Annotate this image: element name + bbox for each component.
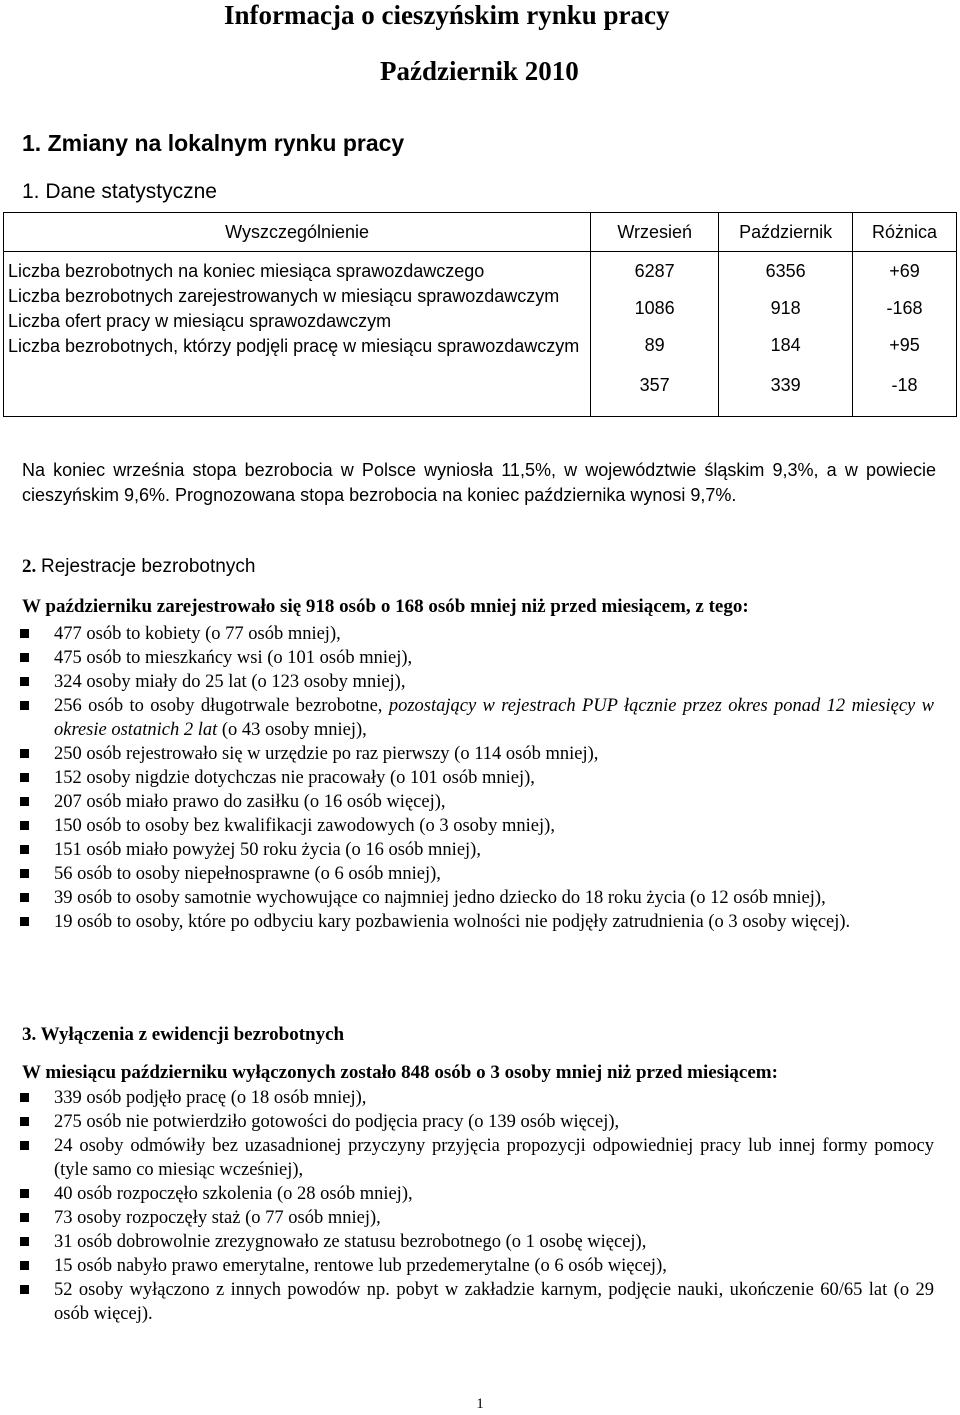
- list-item: 39 osób to osoby samotnie wychowujące co najmniej jedno dziecko do 18 roku życia (o 12 osób mniej),: [0, 886, 960, 910]
- bullet-icon: [20, 1285, 29, 1294]
- registrations-list: [0, 622, 960, 934]
- section-2-title: Rejestracje bezrobotnych: [41, 556, 256, 577]
- bullet-icon: [20, 653, 29, 662]
- september-column: [591, 252, 719, 417]
- bullet-icon: [20, 1237, 29, 1246]
- list-item: 19 osób to osoby, które po odbyciu kary pozbawienia wolności nie podjęły zatrudnienia (o 3 osoby więcej).: [0, 910, 960, 934]
- bullet-icon: [20, 773, 29, 782]
- list-item: 15 osób nabyło prawo emerytalne, rentowe lub przedemerytalne (o 6 osób więcej),: [0, 1254, 960, 1278]
- row-labels-cell: [4, 252, 591, 417]
- list-item: 275 osób nie potwierdziło gotowości do podjęcia pracy (o 139 osób więcej),: [0, 1110, 960, 1134]
- bullet-icon: [20, 701, 29, 710]
- section-2-lead: W październiku zarejestrowało się 918 osób o 168 osób mniej niż przed miesiącem, z tego:: [22, 596, 749, 617]
- table-cell: 184: [770, 335, 801, 355]
- deregistrations-list: [0, 1086, 960, 1326]
- october-column: [719, 252, 853, 417]
- list-item: 256 osób to osoby długotrwale bezrobotne, pozostający w rejestrach PUP łącznie przez okres ponad 12 miesięcy w okresie ostatnich 2 lat (o 43 osoby mniej),: [0, 694, 960, 742]
- section-2-number: 2.: [22, 556, 37, 577]
- table-cell: 918: [770, 298, 801, 318]
- table-cell: +69: [889, 261, 920, 281]
- row-label: Liczba bezrobotnych, którzy podjęli pracę w miesiącu sprawozdawczym: [8, 336, 580, 356]
- section-2-heading: [22, 556, 255, 578]
- bullet-icon: [20, 917, 29, 926]
- bullet-icon: [20, 1189, 29, 1198]
- list-item: 250 osób rejestrowało się w urzędzie po raz pierwszy (o 114 osób mniej),: [0, 742, 960, 766]
- statistics-table: [3, 212, 957, 417]
- list-item: 152 osoby nigdzie dotychczas nie pracowały (o 101 osób mniej),: [0, 766, 960, 790]
- table-cell: 1086: [634, 298, 675, 318]
- italic-note: pozostający w rejestrach PUP łącznie przez okres ponad 12 miesięcy w okresie ostatnich 2 lat: [54, 696, 934, 740]
- column-header: Wyszczególnienie: [4, 213, 591, 252]
- section-3-lead: W miesiącu październiku wyłączonych zostało 848 osób o 3 osoby mniej niż przed miesiącem:: [22, 1062, 778, 1083]
- section-1-heading: 1. Zmiany na lokalnym rynku pracy: [22, 130, 405, 156]
- difference-column: [853, 252, 957, 417]
- bullet-icon: [20, 1261, 29, 1270]
- table-cell: 357: [639, 375, 670, 395]
- bullet-icon: [20, 1213, 29, 1222]
- table-cell: 339: [770, 375, 801, 395]
- column-header: Wrzesień: [591, 213, 719, 252]
- table-row: [4, 252, 957, 417]
- list-item: 475 osób to mieszkańcy wsi (o 101 osób mniej),: [0, 646, 960, 670]
- list-item: 56 osób to osoby niepełnosprawne (o 6 osób mniej),: [0, 862, 960, 886]
- table-header-row: [4, 213, 957, 252]
- list-item: 73 osoby rozpoczęły staż (o 77 osób mniej),: [0, 1206, 960, 1230]
- list-item: 324 osoby miały do 25 lat (o 123 osoby mniej),: [0, 670, 960, 694]
- table-cell: -168: [886, 298, 923, 318]
- list-item: 339 osób podjęło pracę (o 18 osób mniej),: [0, 1086, 960, 1110]
- bullet-icon: [20, 845, 29, 854]
- list-item: 150 osób to osoby bez kwalifikacji zawodowych (o 3 osoby mniej),: [0, 814, 960, 838]
- list-item: 151 osób miało powyżej 50 roku życia (o 16 osób mniej),: [0, 838, 960, 862]
- page-title: Informacja o cieszyńskim rynku pracy: [224, 0, 670, 30]
- table-cell: -18: [891, 375, 918, 395]
- page-subtitle: Październik 2010: [380, 56, 579, 86]
- bullet-icon: [20, 1117, 29, 1126]
- bullet-icon: [20, 797, 29, 806]
- subsection-1-heading: 1. Dane statystyczne: [22, 180, 217, 203]
- table-cell: +95: [889, 335, 920, 355]
- row-label: Liczba bezrobotnych zarejestrowanych w miesiącu sprawozdawczym: [8, 286, 560, 306]
- bullet-icon: [20, 749, 29, 758]
- bullet-icon: [20, 869, 29, 878]
- list-item: 52 osoby wyłączono z innych powodów np. pobyt w zakładzie karnym, podjęcie nauki, ukończenie 60/65 lat (o 29 osób więcej).: [0, 1278, 960, 1326]
- list-item: 40 osób rozpoczęło szkolenia (o 28 osób mniej),: [0, 1182, 960, 1206]
- table-cell: 89: [644, 335, 665, 355]
- bullet-icon: [20, 677, 29, 686]
- row-label: Liczba bezrobotnych na koniec miesiąca sprawozdawczego: [8, 261, 485, 281]
- column-header: Różnica: [853, 213, 957, 252]
- page-number: 1: [476, 1396, 484, 1412]
- list-item: 24 osoby odmówiły bez uzasadnionej przyczyny przyjęcia propozycji odpowiedniej pracy lub innej formy pomocy (tyle samo co miesiąc wcześniej),: [0, 1134, 960, 1182]
- list-item: 31 osób dobrowolnie zrezygnowało ze statusu bezrobotnego (o 1 osobę więcej),: [0, 1230, 960, 1254]
- bullet-icon: [20, 1093, 29, 1102]
- bullet-icon: [20, 629, 29, 638]
- unemployment-rate-paragraph: Na koniec września stopa bezrobocia w Polsce wyniosła 11,5%, w województwie śląskim 9,3%, a w powiecie cieszyńskim 9,6%. Prognozowana stopa bezrobocia na koniec października wynosi 9,7%.: [22, 460, 936, 505]
- column-header: Październik: [719, 213, 853, 252]
- table-cell: 6356: [765, 261, 806, 281]
- list-item: 477 osób to kobiety (o 77 osób mniej),: [0, 622, 960, 646]
- list-item: 207 osób miało prawo do zasiłku (o 16 osób więcej),: [0, 790, 960, 814]
- bullet-icon: [20, 893, 29, 902]
- table-cell: 6287: [634, 261, 675, 281]
- bullet-icon: [20, 821, 29, 830]
- bullet-icon: [20, 1141, 29, 1150]
- section-3-heading: 3. Wyłączenia z ewidencji bezrobotnych: [22, 1024, 345, 1045]
- row-label: Liczba ofert pracy w miesiącu sprawozdawczym: [8, 311, 392, 331]
